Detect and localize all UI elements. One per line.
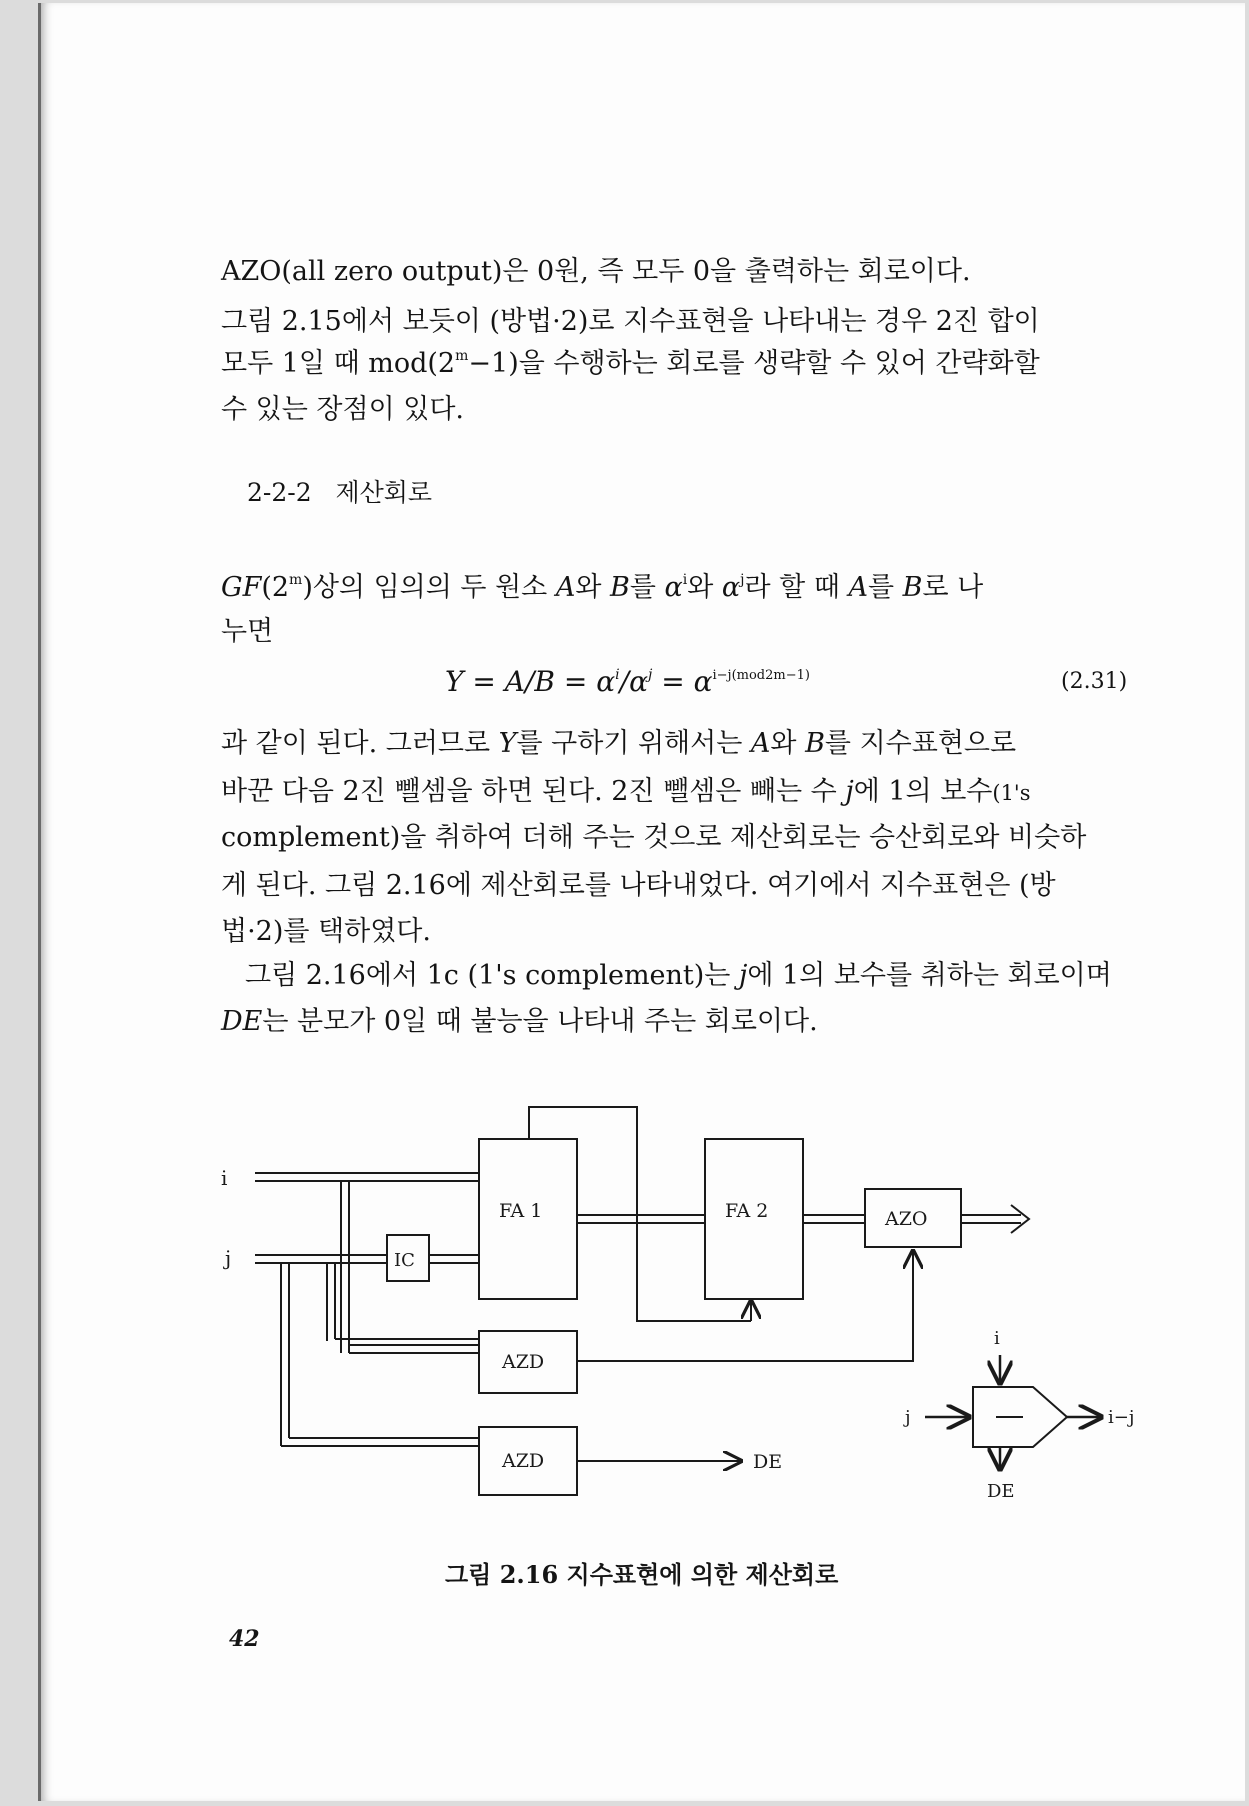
input-i-label: i [221,1166,228,1190]
symbol-j-label: j [905,1407,911,1428]
output-arrow [1011,1205,1029,1233]
de-output-label: DE [753,1451,783,1473]
fa2-label: FA 2 [725,1200,769,1222]
text-line: GF(2$^m$)상의 임의의 두 원소 A와 B를 $\alpha^i$와 $\alpha^j$라 할 때 A를 B로 나 [221,572,984,603]
section-number: 2-2-2 [247,478,312,507]
division-circuit-diagram [221,1083,1181,1513]
equation-number: (2.31) [1061,669,1128,694]
fa1-label: FA 1 [499,1200,543,1222]
text-line: complement)을 취하여 더해 주는 것으로 제산회로는 승산회로와 비슷하 [221,822,1087,853]
symbol-out-label: i−j [1108,1407,1135,1428]
divider-sign: — [997,1394,1017,1418]
page-number: 42 [229,1626,260,1652]
azd-label-2: AZD [502,1450,545,1472]
text-line: 그림 2.16에서 1c (1's complement)는 j에 1의 보수를 취하는 회로이며 [245,960,1112,991]
ic-label: IC [394,1250,415,1271]
text-line: 누면 [221,616,274,647]
book-page [38,3,1245,1801]
figure-caption: 그림 2.16 지수표현에 의한 제산회로 [445,1560,839,1589]
equation: $Y = A/B = \alpha^i/\alpha^j = \alpha^{i-j(mod2m-1)}$ [445,665,810,698]
azd-label-1: AZD [502,1351,545,1373]
divider-symbol [903,1328,1134,1502]
text-line: 모두 1일 때 $mod(2^m-1)$을 수행하는 회로를 생략할 수 있어 간략화할 [221,348,1040,379]
input-j-label: j [225,1246,232,1270]
azd1-to-azo-line [577,1251,913,1361]
text-line: 수 있는 장점이 있다. [221,394,464,425]
text-line: 과 같이 된다. 그러므로 Y를 구하기 위해서는 A와 B를 지수표현으로 [221,728,1017,759]
text-line: 그림 2.15에서 보듯이 (방법·2)로 지수표현을 나타내는 경우 2진 합이 [221,306,1040,337]
section-heading [247,473,432,509]
section-title: 제산회로 [335,478,433,507]
text-line: DE는 분모가 0일 때 불능을 나타내 주는 회로이다. [221,1006,818,1037]
text-line: 게 된다. 그림 2.16에 제산회로를 나타내었다. 여기에서 지수표현은 (방 [221,870,1056,901]
text-line: AZO(all zero output)은 0원, 즉 모두 0을 출력하는 회로이다. [221,256,971,287]
j-bus [255,1255,479,1446]
symbol-de-label: DE [987,1481,1015,1502]
text-line: 법·2)를 택하였다. [221,916,431,947]
azo-label: AZO [885,1208,928,1230]
symbol-i-label: i [994,1328,1000,1349]
text-line: 바꾼 다음 2진 뺄셈을 하면 된다. 2진 뺄셈은 빼는 수 j에 1의 보수(1's [221,776,1031,807]
